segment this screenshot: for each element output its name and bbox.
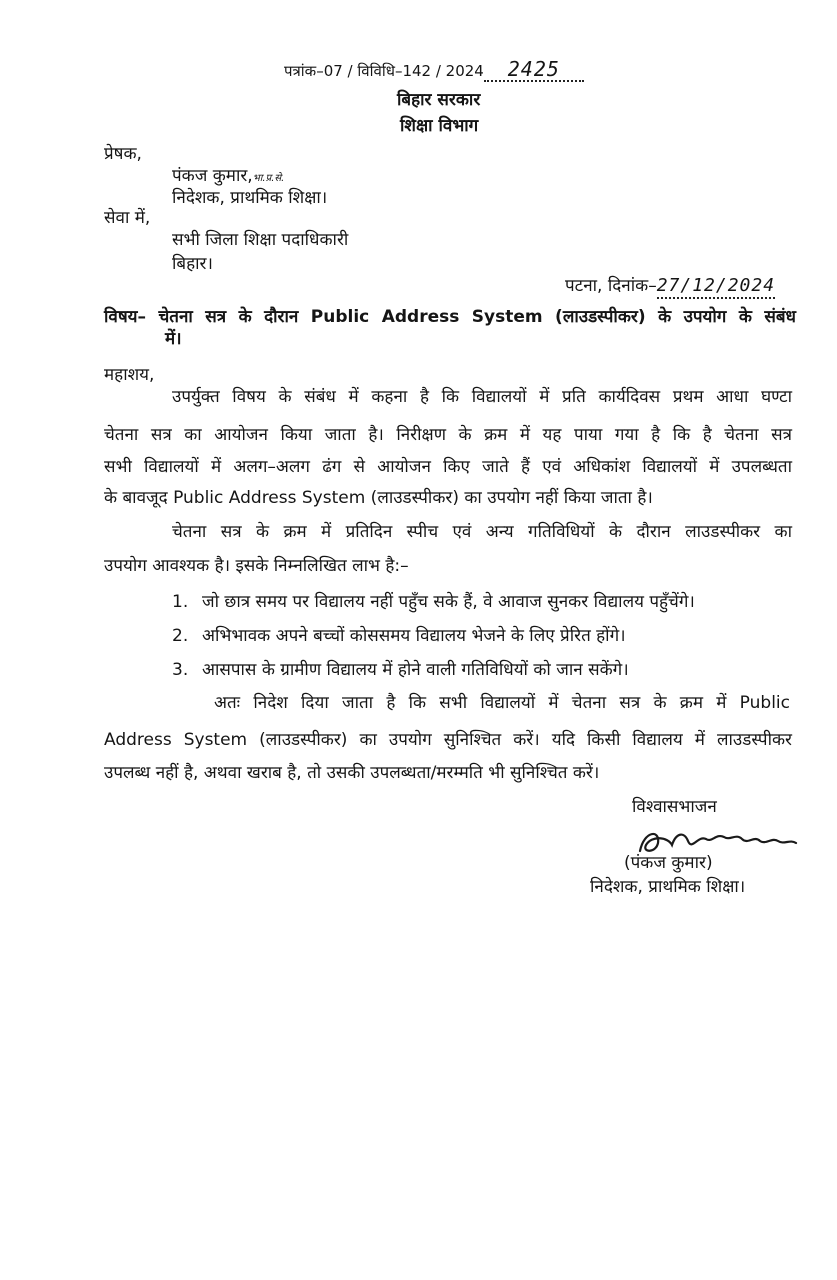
closing-designation: निदेशक, प्राथमिक शिक्षा। (590, 877, 746, 897)
closing-yours: विश्वासभाजन (632, 797, 717, 817)
benefit-number: 2. (172, 626, 189, 646)
benefit-text: जो छात्र समय पर विद्यालय नहीं पहुँच सके हैं, वे आवाज सुनकर विद्यालय पहुँचेंगे। (202, 592, 695, 612)
date-place-label: पटना, दिनांक– (565, 276, 657, 296)
subject-line-1: विषय– चेतना सत्र के दौरान Public Address System (लाउडस्पीकर) के उपयोग के संबंध (104, 307, 796, 327)
benefit-item (172, 659, 629, 681)
para1-line-2: चेतना सत्र का आयोजन किया जाता है। निरीक्षण के क्रम में यह पाया गया है कि है चेतना सत्र (104, 425, 792, 445)
benefit-text: अभिभावक अपने बच्चों कोससमय विद्यालय भेजने के लिए प्रेरित होंगे। (202, 626, 626, 646)
reference-number-line (284, 58, 584, 82)
sender-service-abbr: भा.प्र.से. (252, 173, 285, 184)
recipient-line-1: सभी जिला शिक्षा पदाधिकारी (172, 230, 349, 250)
para1-line-4: के बावजूद Public Address System (लाउडस्पीकर) का उपयोग नहीं किया जाता है। (104, 488, 653, 508)
para1-line-3: सभी विद्यालयों में अलग–अलग ढंग से आयोजन किए जाते हैं एवं अधिकांश विद्यालयों में उपलब्धता (104, 457, 792, 477)
date-line (565, 275, 775, 299)
closing-name: (पंकज कुमार) (624, 853, 713, 873)
department-name: शिक्षा विभाग (400, 116, 479, 136)
benefit-number: 1. (172, 592, 189, 612)
benefit-item (172, 591, 695, 613)
para1-line-1: उपर्युक्त विषय के संबंध में कहना है कि विद्यालयों में प्रति कार्यदिवस प्रथम आधा घण्टा (172, 387, 792, 407)
sender-designation: निदेशक, प्राथमिक शिक्षा। (172, 188, 328, 208)
benefit-text: आसपास के ग्रामीण विद्यालय में होने वाली गतिविधियों को जान सकेंगे। (202, 660, 629, 680)
para3-line-3: उपलब्ध नहीं है, अथवा खराब है, तो उसकी उपलब्धता/मरम्मति भी सुनिश्चित करें। (104, 763, 600, 783)
reference-prefix: पत्रांक–07 / विविधि–142 / 2024 (284, 62, 484, 80)
sender-label: प्रेषक, (104, 144, 142, 164)
para3-line-2: Address System (लाउडस्पीकर) का उपयोग सुनिश्चित करें। यदि किसी विद्यालय में लाउडस्पीकर (104, 730, 792, 750)
benefit-item (172, 625, 626, 647)
recipient-label: सेवा में, (104, 208, 151, 228)
salutation: महाशय, (104, 365, 155, 385)
para3-line-1: अतः निदेश दिया जाता है कि सभी विद्यालयों में चेतना सत्र के क्रम में Public (214, 693, 790, 713)
para2-line-1: चेतना सत्र के क्रम में प्रतिदिन स्पीच एवं अन्य गतिविधियों के दौरान लाउडस्पीकर का (172, 522, 792, 542)
reference-handwritten-number: 2425 (484, 58, 584, 82)
recipient-line-2: बिहार। (172, 254, 213, 274)
date-handwritten: 27/12/2024 (657, 275, 775, 299)
subject-line-2: में। (165, 329, 182, 349)
para2-line-2: उपयोग आवश्यक है। इसके निम्नलिखित लाभ है:– (104, 556, 409, 576)
sender-name: पंकज कुमार, (172, 166, 253, 186)
government-name: बिहार सरकार (397, 90, 481, 110)
benefit-number: 3. (172, 660, 189, 680)
